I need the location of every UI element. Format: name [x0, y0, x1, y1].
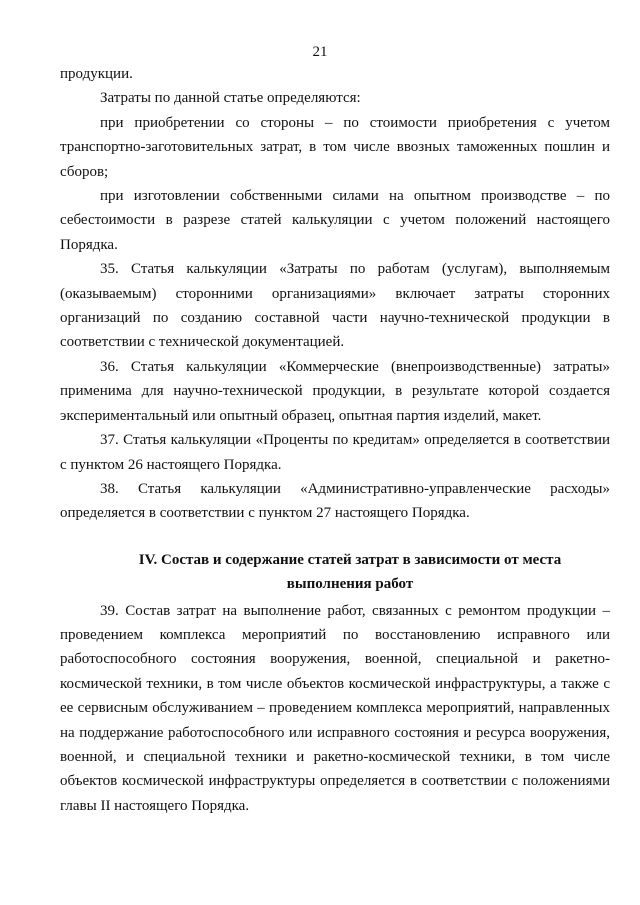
- section-heading-line: IV. Состав и содержание статей затрат в зависимости от места: [138, 551, 562, 568]
- paragraph: 35. Статья калькуляции «Затраты по работам (услугам), выполняемым (оказываемым) сторонними организациями» включает затраты сторонних организаций по созданию составной части научно-технической продукции в соответствии с технической документацией.: [60, 261, 610, 351]
- paragraph: 36. Статья калькуляции «Коммерческие (внепроизводственные) затраты» применима для научно-технической продукции, в результате которой создается экспериментальный или опытный образец, опытная партия изделий, макет.: [60, 358, 610, 424]
- paragraph: 37. Статья калькуляции «Проценты по кредитам» определяется в соответствии с пунктом 26 настоящего Порядка.: [60, 432, 610, 473]
- document-body: [60, 62, 610, 818]
- paragraph: 38. Статья калькуляции «Административно-управленческие расходы» определяется в соответствии с пунктом 27 настоящего Порядка.: [60, 480, 610, 522]
- paragraph: при изготовлении собственными силами на опытном производстве – по себестоимости в разрезе статей калькуляции с учетом положений настоящего Порядка.: [60, 188, 610, 253]
- section-heading-line: выполнения работ: [286, 576, 414, 593]
- paragraph: 39. Состав затрат на выполнение работ, связанных с ремонтом продукции – проведением комплекса мероприятий по восстановлению исправного или работоспособного состояния вооружения, военной, специальной и ракетно-космической техники, в том числе объектов космической инфраструктуры, а также с ее сервисным обслуживанием – проведением комплекса мероприятий, направленных на поддержание работоспособного или исправного состояния и ресурса вооружения, военной, и специальной техники и ракетно-космической техники, в том числе объектов космической инфраструктуры определяется в соответствии с положениями главы II настоящего Порядка.: [60, 602, 610, 814]
- paragraph: продукции.: [60, 66, 133, 82]
- paragraph: Затраты по данной статье определяются:: [100, 90, 361, 107]
- page-number: 21: [312, 44, 328, 60]
- paragraph: при приобретении со стороны – по стоимости приобретения с учетом транспортно-заготовительных затрат, в том числе ввозных таможенных пошлин и сборов;: [60, 114, 610, 180]
- section-heading: [60, 548, 610, 597]
